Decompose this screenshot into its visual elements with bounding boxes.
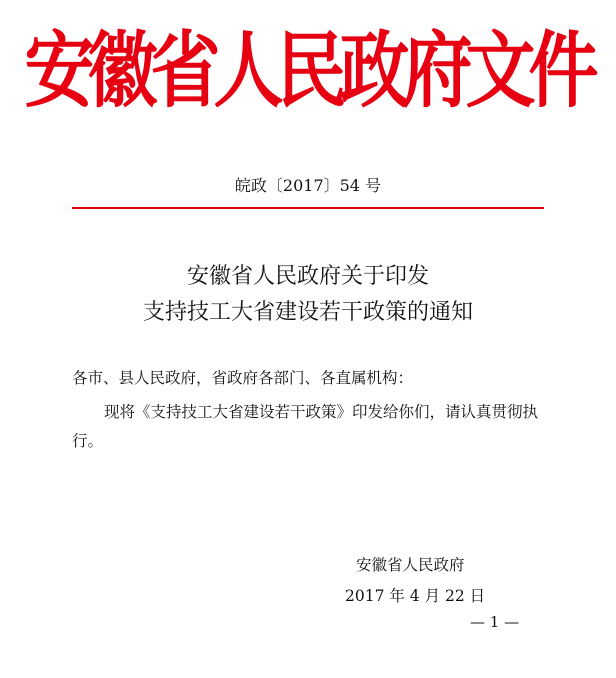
document-title-line-2: 支持技工大省建设若干政策的通知 [142, 300, 473, 325]
red-divider-line [72, 207, 544, 209]
document-title-line-1: 安徽省人民政府关于印发 [186, 264, 429, 289]
document-masthead: 安徽省人民政府文件 [24, 21, 592, 120]
document-number: 皖政〔2017〕54 号 [234, 176, 382, 195]
addressee-line: 各市、县人民政府，省政府各部门、各直属机构： [72, 369, 414, 387]
page-number: — 1 — [470, 613, 520, 631]
issuing-authority: 安徽省人民政府 [356, 556, 465, 574]
body-paragraph: 现将《支持技工大省建设若干政策》印发给你们，请认真贯彻执行。 [72, 403, 539, 450]
issue-date: 2017 年 4 月 22 日 [345, 587, 486, 605]
